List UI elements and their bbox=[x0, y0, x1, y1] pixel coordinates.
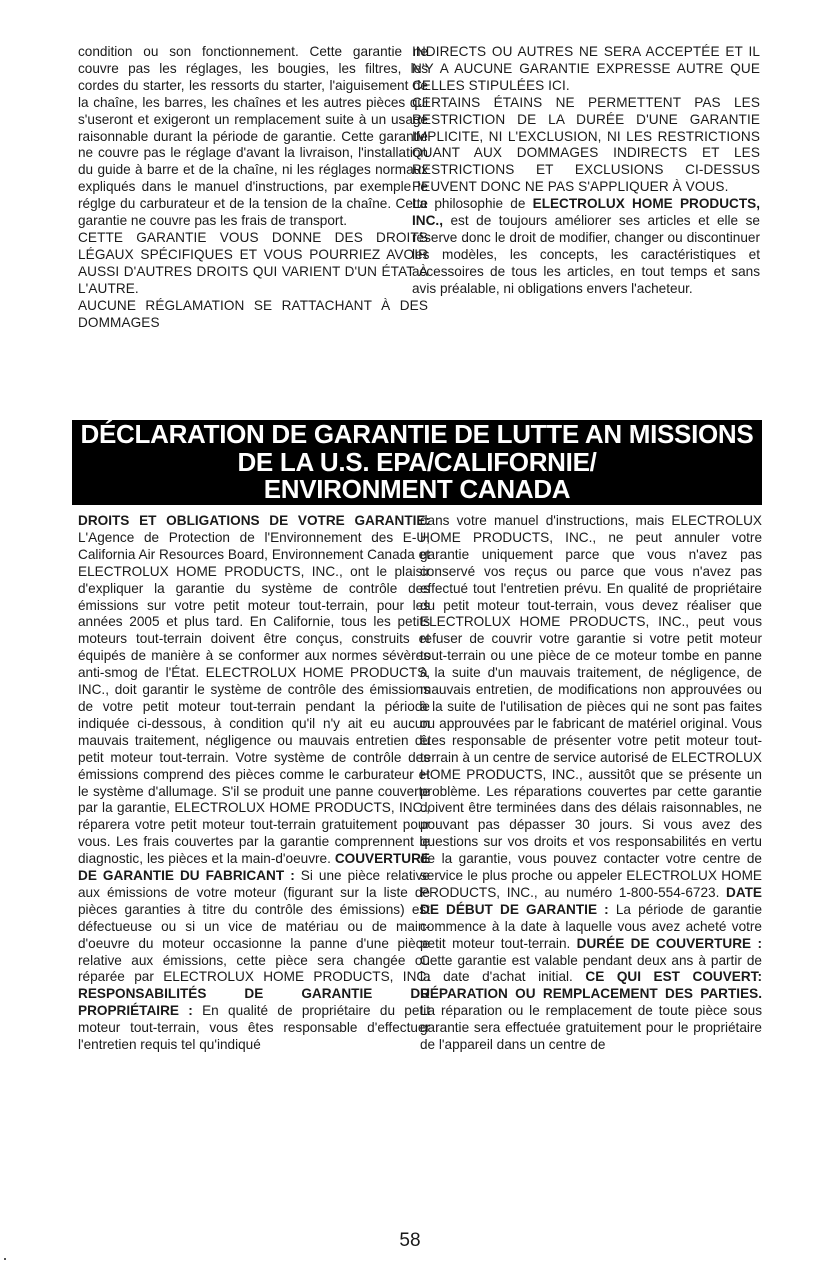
banner-line-3: ENVIRONMENT CANADA bbox=[263, 474, 571, 504]
paragraph: condition ou son fonctionnement. Cette garantie ne couvre pas les réglages, les bougies, les filtres, les cordes du starter, les ressorts du starter, l'aiguisement de la chaîne, les barres, les chaînes et les autres pièces qui s'useront et exigeront un remplacement suite à un usage raisonnable durant la période de garantie. Cette garantie ne couvre pas le réglage d'avant la livraison, l'installation du guide à barre et de la chaîne, ni les réglages normaux expliqués dans le manuel d'instructions, par exemple le réglge du carburateur et de la tension de la chaîne. Cette garantie ne couvre pas les frais de transport. bbox=[78, 44, 428, 229]
paragraph bbox=[412, 196, 760, 297]
paragraph: CETTE GARANTIE VOUS DONNE DES DROITS LÉGAUX SPÉCIFIQUES ET VOUS POURRIEZ AVOIR AUSSI D'AUTRES DROITS QUI VARIENT D'UN ÉTAT À L'AUTRE. bbox=[78, 229, 428, 296]
text-run: L'Agence de Protection de l'Environnement des E-U, California Air Resources Board, Environnement Canada et ELECTROLUX HOME PRODUCTS, INC., ont le plaisir d'expliquer la garantie du système de contrôle des émissions sur votre petit moteur tout-terrain, pour les années 2005 et plus tard. En Californie, tous les petits moteurs tout-terrain doivent être conçus, construits et équipés de manière à se conformer aux normes sévères anti-smog de l'État. ELECTROLUX HOME PRODUCTS, INC., doit garantir le système de contrôle des émissions de votre petit moteur tout-terrain pendant la période indiquée ci-dessous, à condition qu'il n'y ait eu aucun mauvais traitement, négligence ou mauvais entretien du petit moteur tout-terrain. Votre système de contrôle des émissions comprend des pièces comme le carburateur et le système d'allumage. S'il se produit une panne couverte par la garantie, ELECTROLUX HOME PRODUCTS, INC., réparera votre petit moteur tout-terrain gratuitement pour vous. Les frais couvertes par la garantie comprennent le diagnostic, les pièces et la main-d'oeuvre. bbox=[78, 529, 430, 867]
text-column-top-left bbox=[78, 44, 428, 331]
text-run: est de toujours améliorer ses articles et elle se réserve donc le droit de modifier, changer ou discontinuer les modèles, les concepts, les caractéristiques et accessoires de tous les articles, en tout temps et sans avis préalable, ni obligations envers l'acheteur. bbox=[412, 213, 760, 296]
paragraph bbox=[78, 513, 430, 1054]
scan-mark bbox=[4, 1258, 6, 1260]
text-run: La réparation ou le remplacement de toute pièce sous garantie sera effectuée gratuitement pour le propriétaire de l'appareil dans un centre de bbox=[420, 1003, 762, 1053]
text-run: Si une pièce relative aux émissions de votre moteur (figurant sur la liste de pièces garanties à titre du contrôle des émissions) est défectueuse ou si un vice de matériau ou de main-d'oeuvre du moteur occasionne la panne d'une pièce relative aux émissions, cette pièce sera changée ou réparée par ELECTROLUX HOME PRODUCTS, INC. bbox=[78, 868, 430, 985]
banner-line-1: DÉCLARATION DE GARANTIE DE LUTTE AN MISSIONS bbox=[80, 419, 754, 449]
section-heading: DATE DE DÉBUT DE GARANTIE : bbox=[420, 884, 762, 917]
text-run: dans votre manuel d'instructions, mais ELECTROLUX HOME PRODUCTS, INC., ne peut annuler votre garantie uniquement parce que vous n'avez pas conservé vos reçus ou parce que vous n'avez pas effectué tout l'entretien prévu. En qualité de propriétaire du petit moteur tout-terrain, vous devez réaliser que ELECTROLUX HOME PRODUCTS, INC., peut vous refuser de couvrir votre garantie si votre petit moteur tout-terrain ou une pièce de ce moteur tombe en panne à la suite d'un mauvais traitement, de négligence, de mauvais entretien, de modifications non approuvées ou à la suite de l'utilisation de pièces qui ne sont pas faites ou approuvées par le fabricant de matériel original. Vous êtes responsable de présenter votre petit moteur tout-terrain à un centre de service autorisé de ELECTROLUX HOME PRODUCTS, INC., aussitôt que se présente un problème. Les réparations couvertes par cette garantie doivent être terminées dans des délais raisonnables, ne pouvant pas dépasser 30 jours. Si vous avez des questions sur vos droits et vos responsabilités en vertu de la garantie, vous pouvez contacter votre centre de service le plus proche ou appeler ELECTROLUX HOME PRODUCTS, INC., au numéro 1-800-554-6723. bbox=[420, 513, 762, 900]
text-run: La philosophie de bbox=[412, 196, 533, 212]
banner-line-2: DE LA U.S. EPA/CALIFORNIE/ bbox=[237, 446, 597, 477]
text-run: Cette garantie est valable pendant deux ans à partir de la date d'achat initial. bbox=[420, 952, 762, 985]
section-heading: DROITS ET OBLIGATIONS DE VOTRE GARANTIE: bbox=[78, 513, 430, 528]
text-column-bottom-left bbox=[78, 513, 430, 1054]
paragraph: AUCUNE RÉGLAMATION SE RATTACHANT À DES DOMMAGES bbox=[78, 297, 428, 330]
paragraph: INDIRECTS OU AUTRES NE SERA ACCEPTÉE ET IL N'Y A AUCUNE GARANTIE EXPRESSE AUTRE QUE CELLES STIPULÉES ICI. bbox=[412, 44, 760, 93]
section-heading: DURÉE DE COUVERTURE : bbox=[576, 935, 762, 951]
text-column-top-right bbox=[412, 44, 760, 298]
page-number: 58 bbox=[399, 1230, 421, 1251]
text-column-bottom-right bbox=[420, 513, 762, 1054]
company-name: ELECTROLUX HOME PRODUCTS, INC., bbox=[412, 196, 760, 229]
section-banner bbox=[72, 420, 762, 505]
paragraph bbox=[420, 513, 762, 1054]
paragraph: CERTAINS ÉTAINS NE PERMETTENT PAS LES RESTRICTION DE LA DURÉE D'UNE GARANTIE IMPLICITE, NI L'EXCLUSION, NI LES RESTRICTIONS QUANT AUX DOMMAGES INDIRECTS ET LES RESTRICTIONS ET EXCLUSIONS CI-DESSUS PEUVENT DONC NE PAS S'APPLIQUER À VOUS. bbox=[412, 94, 760, 195]
text-run: La période de garantie commence à la date à laquelle vous avez acheté votre petit moteur tout-terrain. bbox=[420, 901, 763, 951]
text-run: En qualité de propriétaire du petit moteur tout-terrain, vous êtes responsable d'effectuer l'entretien requis tel qu'indiqué bbox=[78, 1003, 430, 1053]
section-heading: COUVERTURE DE GARANTIE DU FABRICANT : bbox=[78, 851, 430, 884]
section-heading: CE QUI EST COUVERT: RÉPARATION OU REMPLACEMENT DES PARTIES. bbox=[420, 969, 762, 1002]
section-heading: RESPONSABILITÉS DE GARANTIE DU PROPRIÉTAIRE : bbox=[78, 986, 430, 1019]
